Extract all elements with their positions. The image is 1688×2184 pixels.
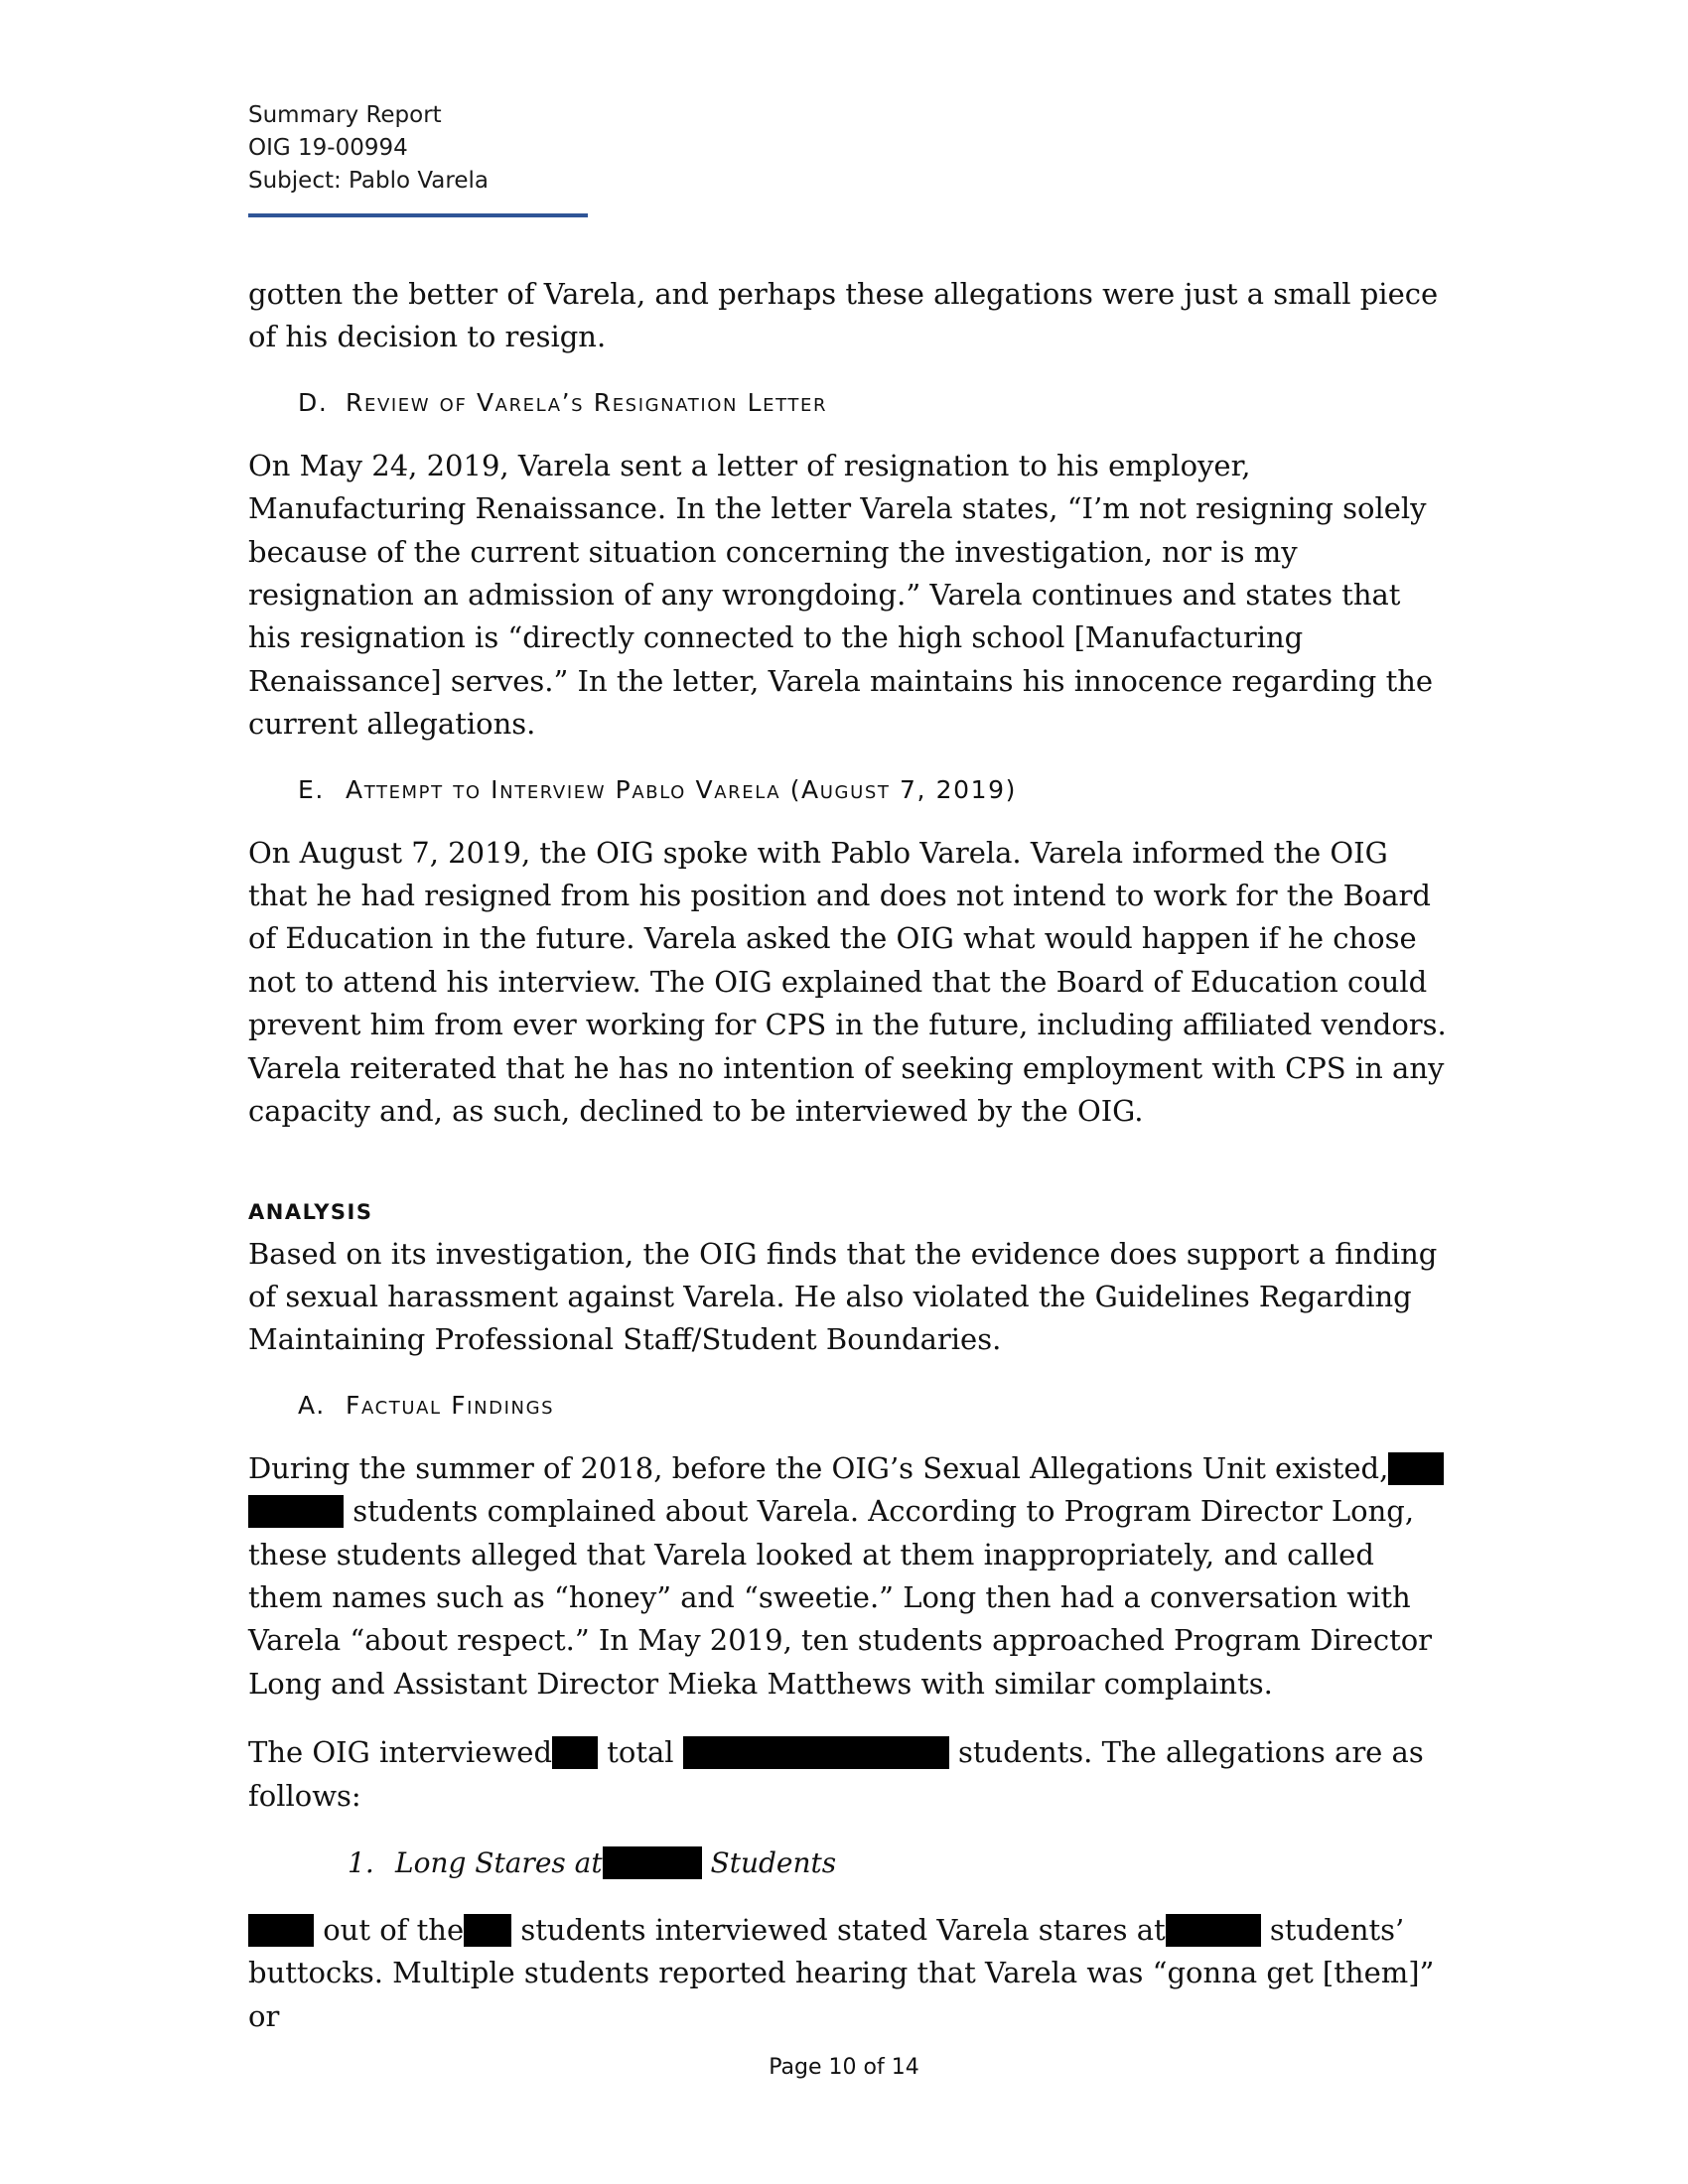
redaction-block: [248, 1495, 344, 1528]
paragraph-resignation-letter: On May 24, 2019, Varela sent a letter of resignation to his employer, Manufacturing Renaissance. In the letter Varela states, “I’m not resigning solely because of the current situation concerning the investigation, nor is my resignation an admission of any wrongdoing.” Varela continues and states that his resignation is “directly connected to the high school [Manufacturing Renaissance] serves.” In the letter, Varela maintains his innocence regarding the current allegations.: [248, 448, 1434, 742]
paragraph-factual-findings: [248, 1447, 1450, 1706]
text-segment: Students: [701, 1845, 837, 1879]
allegation-number: 1.: [348, 1845, 374, 1879]
subheading-letter: E.: [298, 774, 325, 804]
subheading-factual-findings: [298, 1388, 1450, 1424]
subheading-title: Factual Findings: [346, 1390, 555, 1420]
text-segment: The OIG interviewed: [248, 1735, 553, 1770]
header-rule: [248, 213, 588, 217]
text-segment: students’ buttocks. Multiple students reported hearing that Varela was “gonna get [them]” or: [248, 1912, 1435, 2033]
subheading-interview-attempt: [298, 772, 1450, 808]
subheading-letter: A.: [298, 1390, 326, 1420]
redaction-block: [464, 1914, 511, 1947]
header-report-title: Summary Report: [248, 102, 442, 128]
paragraph-interview-attempt: On August 7, 2019, the OIG spoke with Pablo Varela. Varela informed the OIG that he had resigned from his position and does not intend to work for the Board of Education in the future. Varela asked the OIG what would happen if he chose not to attend his interview. The OIG explained that the Board of Education could prevent him from ever working for CPS in the future, including affiliated vendors. Varela reiterated that he has no intention of seeking employment with CPS in any capacity and, as such, declined to be interviewed by the OIG.: [248, 835, 1447, 1129]
document-body: [248, 273, 1450, 2064]
text-segment: students. The allegations are as follows:: [248, 1735, 1424, 1813]
text-segment: During the summer of 2018, before the OIG’s Sexual Allegations Unit existed,: [248, 1450, 1389, 1485]
text-segment: students complained about Varela. According to Program Director Long, these students alleged that Varela looked at them inappropriately, and called them names such as “honey” and “sweetie.” Long then had a conversation with Varela “about respect.” In May 2019, ten students approached Program Director Long and Assistant Director Mieka Matthews with similar complaints.: [248, 1494, 1433, 1701]
page-number: Page 10 of 14: [769, 2055, 919, 2080]
paragraph-analysis: Based on its investigation, the OIG finds that the evidence does support a finding of sexual harassment against Varela. He also violated the Guidelines Regarding Maintaining Professional Staff/Student Boundaries.: [248, 1236, 1438, 1357]
text-segment: Long Stares at: [395, 1845, 603, 1879]
paragraph-allegation-1: [248, 1909, 1450, 2038]
header-case-number: OIG 19-00994: [248, 135, 408, 161]
page-header: [248, 99, 489, 198]
redaction-block: [1166, 1914, 1261, 1947]
redaction-block: [248, 1914, 314, 1947]
redaction-block: [683, 1736, 949, 1769]
text-segment: students interviewed stated Varela stares at: [511, 1912, 1166, 1947]
subheading-resignation-letter: [298, 385, 1450, 421]
redaction-block: [603, 1846, 702, 1879]
paragraph-interviews: [248, 1731, 1450, 1818]
subheading-letter: D.: [298, 387, 329, 417]
paragraph-resignation-context: gotten the better of Varela, and perhaps these allegations were just a small piece of his decision to resign.: [248, 277, 1439, 354]
subheading-title: Attempt to Interview Pablo Varela (August 7, 2019): [346, 774, 1017, 804]
redaction-block: [552, 1736, 598, 1769]
allegation-heading-1: [348, 1843, 1450, 1883]
text-segment: out of the: [314, 1912, 465, 1947]
section-heading-analysis: ANALYSIS: [248, 1199, 373, 1224]
subheading-title: Review of Varela’s Resignation Letter: [346, 387, 828, 417]
redaction-block: [1388, 1452, 1444, 1485]
text-segment: total: [598, 1735, 683, 1770]
header-subject: Subject: Pablo Varela: [248, 168, 489, 194]
